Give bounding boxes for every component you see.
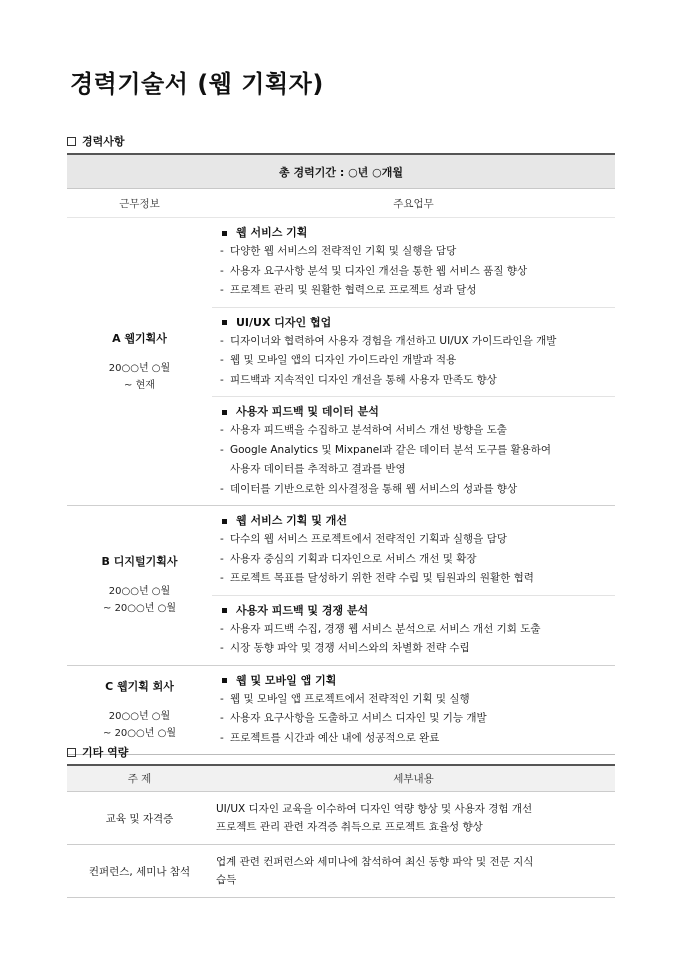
duty-group <box>212 595 615 665</box>
table-row <box>67 506 615 596</box>
company-period-start: 20○○년 ○월 <box>108 710 171 722</box>
company-cell <box>67 665 212 755</box>
duty-title: 웹 서비스 기획 및 개선 <box>236 514 347 527</box>
company-name: A 웹기획사 <box>112 331 167 345</box>
list-item: - 데이터를 기반으로한 의사결정을 통해 웹 서비스의 성과를 향상 <box>220 482 518 495</box>
company-cell <box>67 506 212 666</box>
duty-title: 웹 및 모바일 앱 기획 <box>236 673 337 687</box>
total-period: 총 경력기간 : ○년 ○개월 <box>67 154 615 189</box>
list-item-continuation: 사용자 데이터를 추적하고 결과를 반영 <box>230 463 406 475</box>
bullet-square-icon <box>222 608 227 613</box>
table-row <box>67 218 615 308</box>
list-item: - 사용자 피드백을 수집하고 분석하여 서비스 개선 방향을 도출 <box>220 424 507 436</box>
list-item: - 사용자 중심의 기획과 디자인으로 서비스 개선 및 확장 <box>220 552 477 565</box>
career-table <box>67 153 615 755</box>
other-section-heading <box>67 744 128 760</box>
list-item: - 사용자 요구사항 분석 및 디자인 개선을 통한 웹 서비스 품질 향상 <box>220 264 528 277</box>
list-item: - 사용자 요구사항을 도출하고 서비스 디자인 및 기능 개발 <box>220 712 487 724</box>
list-item: - Google Analytics 및 Mixpanel과 같은 데이터 분석 도구를 활용하여 <box>220 443 552 456</box>
col-topic-header: 주 제 <box>67 765 212 792</box>
detail-cell: UI/UX 디자인 교육을 이수하여 디자인 역량 향상 및 사용자 경험 개선 프로젝트 관리 관련 자격증 취득으로 프로젝트 효율성 향상 <box>212 792 615 845</box>
company-period-end: ~ 현재 <box>124 379 155 391</box>
list-item: - 웹 및 모바일 앱 프로젝트에서 전략적인 기획 및 실행 <box>220 692 470 705</box>
list-item: - 시장 동향 파악 및 경쟁 서비스와의 차별화 전략 수립 <box>220 642 470 654</box>
bullet-square-icon <box>222 231 227 236</box>
other-header-row <box>67 765 615 792</box>
company-period-end: ~ 20○○년 ○월 <box>103 603 176 615</box>
col-detail-header: 세부내용 <box>212 765 615 792</box>
page-title: 경력기술서 (웹 기획자) <box>70 70 324 98</box>
other-heading-text: 기타 역량 <box>82 746 129 759</box>
table-row <box>67 792 615 845</box>
list-item: - 프로젝트 관리 및 원활한 협력으로 프로젝트 성과 달성 <box>220 284 477 296</box>
company-cell <box>67 218 212 506</box>
checkbox-icon <box>67 748 76 757</box>
list-item: - 사용자 피드백 수집, 경쟁 웹 서비스 분석으로 서비스 개선 기회 도출 <box>220 622 541 635</box>
company-name: C 웹기획 회사 <box>105 679 174 693</box>
table-row <box>67 665 615 755</box>
list-item: - 다양한 웹 서비스의 전략적인 기획 및 실행을 담당 <box>220 245 457 257</box>
duty-title: 사용자 피드백 및 데이터 분석 <box>236 405 379 418</box>
duty-group <box>212 218 615 308</box>
duty-group <box>212 506 615 596</box>
company-period-end: ~ 20○○년 ○월 <box>103 727 176 739</box>
topic-cell: 컨퍼런스, 세미나 참석 <box>67 845 212 898</box>
bullet-square-icon <box>222 519 227 524</box>
list-item: - 디자이너와 협력하여 사용자 경험을 개선하고 UI/UX 가이드라인을 개발 <box>220 334 557 347</box>
duty-group <box>212 665 615 755</box>
career-section-heading <box>67 133 125 149</box>
list-item: - 피드백과 지속적인 디자인 개선을 통해 사용자 만족도 향상 <box>220 373 497 386</box>
other-table <box>67 764 615 898</box>
duty-title: 웹 서비스 기획 <box>236 226 308 239</box>
list-item: - 프로젝트 목표를 달성하기 위한 전략 수립 및 팀원과의 원활한 협력 <box>220 572 534 584</box>
list-item: - 웹 및 모바일 앱의 디자인 가이드라인 개발과 적용 <box>220 354 457 366</box>
col-duties-header: 주요업무 <box>212 189 615 218</box>
company-period-start: 20○○년 ○월 <box>108 362 171 374</box>
career-header-row <box>67 189 615 218</box>
career-heading-text: 경력사항 <box>82 135 125 148</box>
company-period-start: 20○○년 ○월 <box>108 586 171 598</box>
duty-group <box>212 307 615 397</box>
detail-cell: 업계 관련 컨퍼런스와 세미나에 참석하여 최신 동향 파악 및 전문 지식 습득 <box>212 845 615 898</box>
list-item: - 프로젝트를 시간과 예산 내에 성공적으로 완료 <box>220 731 440 744</box>
list-item: - 다수의 웹 서비스 프로젝트에서 전략적인 기획과 실행을 담당 <box>220 533 507 545</box>
duty-title: UI/UX 디자인 협업 <box>236 315 332 329</box>
duty-title: 사용자 피드백 및 경쟁 분석 <box>236 603 369 617</box>
duty-group <box>212 397 615 506</box>
company-name: B 디지털기획사 <box>101 555 178 569</box>
total-period-row <box>67 154 615 189</box>
table-row <box>67 845 615 898</box>
col-company-header: 근무정보 <box>67 189 212 218</box>
checkbox-icon <box>67 137 76 146</box>
topic-cell: 교육 및 자격증 <box>67 792 212 845</box>
bullet-square-icon <box>222 678 227 683</box>
bullet-square-icon <box>222 410 227 415</box>
bullet-square-icon <box>222 320 227 325</box>
